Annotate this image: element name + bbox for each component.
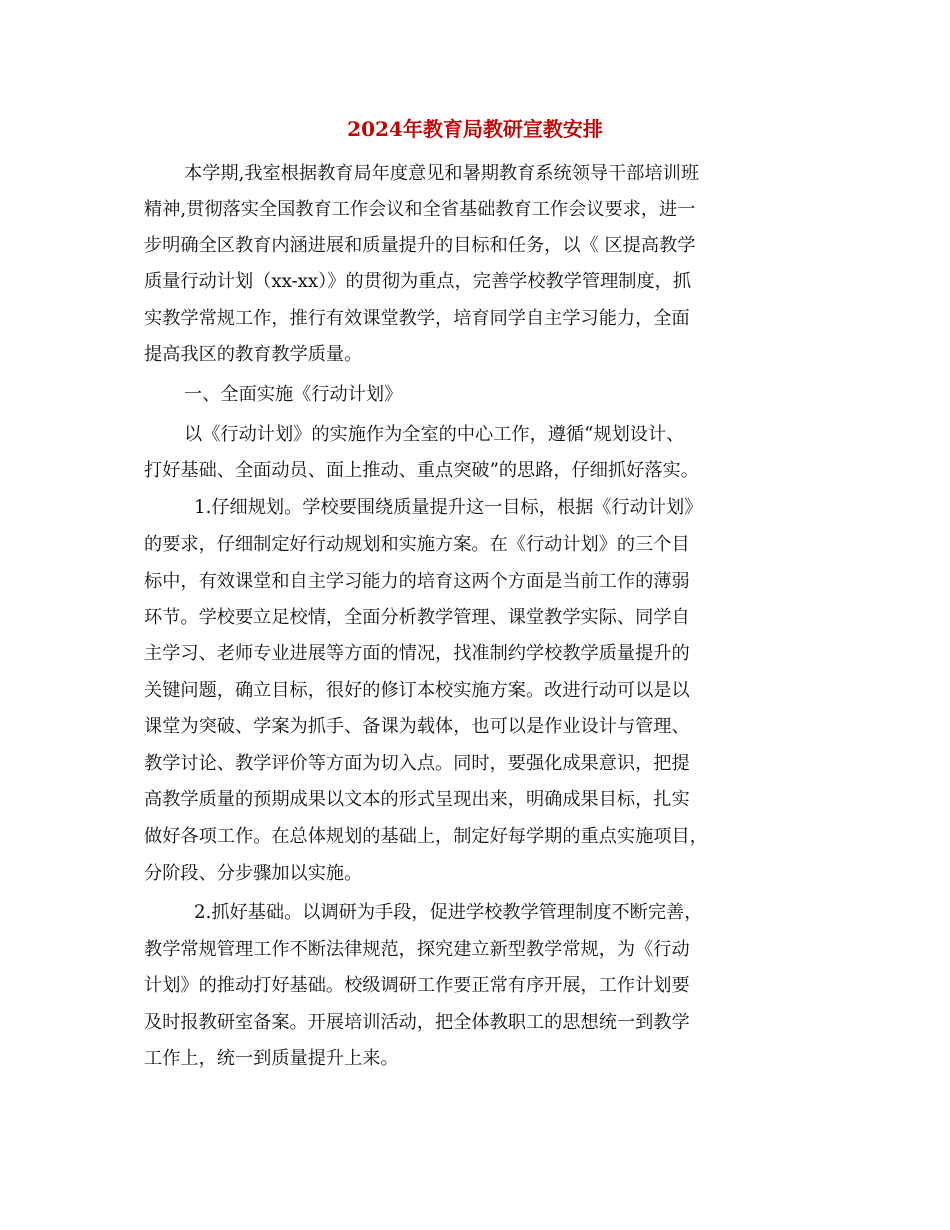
paragraph-line: 环节。学校要立足校情，全面分析教学管理、课堂教学实际、同学自 bbox=[144, 607, 690, 628]
paragraph-line: 教学讨论、教学评价等方面为切入点。同时，要强化成果意识，把提 bbox=[144, 753, 690, 774]
paragraph-line: 提高我区的教育教学质量。 bbox=[144, 344, 363, 365]
paragraph-line: 高教学质量的预期成果以文本的形式呈现出来，明确成果目标，扎实 bbox=[144, 789, 690, 810]
paragraph-line: 课堂为突破、学案为抓手、备课为载体，也可以是作业设计与管理、 bbox=[144, 716, 690, 737]
paragraph-line: 打好基础、全面动员、面上推动、重点突破”的思路，仔细抓好落实。 bbox=[144, 460, 699, 481]
paragraph-line: 及时报教研室备案。开展培训活动，把全体教职工的思想统一到教学 bbox=[144, 1012, 690, 1033]
paragraph-line: 教学常规管理工作不断法律规范，探究建立新型教学常规，为《行动 bbox=[144, 939, 690, 960]
paragraph-line: 2.抓好基础。以调研为手段，促进学校教学管理制度不断完善， bbox=[194, 902, 703, 923]
paragraph-line: 关键问题，确立目标，很好的修订本校实施方案。改进行动可以是以 bbox=[144, 680, 690, 701]
paragraph-line: 精神,贯彻落实全国教育工作会议和全省基础教育工作会议要求，进一 bbox=[144, 199, 696, 220]
paragraph-line: 以《行动计划》的实施作为全室的中心工作，遵循“规划设计、 bbox=[184, 424, 685, 445]
paragraph-line: 1.仔细规划。学校要围绕质量提升这一目标，根据《行动计划》 bbox=[194, 497, 703, 518]
paragraph-line: 做好各项工作。在总体规划的基础上，制定好每学期的重点实施项目， bbox=[144, 826, 708, 847]
paragraph-line: 分阶段、分步骤加以实施。 bbox=[144, 863, 363, 884]
paragraph-line: 计划》的推动打好基础。校级调研工作要正常有序开展，工作计划要 bbox=[144, 975, 690, 996]
paragraph-line: 标中，有效课堂和自主学习能力的培育这两个方面是当前工作的薄弱 bbox=[144, 571, 690, 592]
paragraph-line: 质量行动计划（xx-xx）》的贯彻为重点，完善学校教学管理制度，抓 bbox=[144, 271, 692, 292]
paragraph-line: 主学习、老师专业进展等方面的情况，找准制约学校教学质量提升的 bbox=[144, 643, 690, 664]
paragraph-line: 本学期,我室根据教育局年度意见和暑期教育系统领导干部培训班 bbox=[184, 163, 700, 184]
paragraph-line: 的要求，仔细制定好行动规划和实施方案。在《行动计划》的三个目 bbox=[144, 534, 690, 555]
section-heading: 一、全面实施《行动计划》 bbox=[184, 384, 403, 405]
paragraph-line: 工作上，统一到质量提升上来。 bbox=[144, 1048, 399, 1069]
document-title: 2024年教育局教研宣教安排 bbox=[347, 117, 603, 141]
paragraph-line: 步明确全区教育内涵进展和质量提升的目标和任务，以《 区提高教学 bbox=[144, 235, 696, 256]
paragraph-line: 实教学常规工作，推行有效课堂教学，培育同学自主学习能力，全面 bbox=[144, 308, 690, 329]
